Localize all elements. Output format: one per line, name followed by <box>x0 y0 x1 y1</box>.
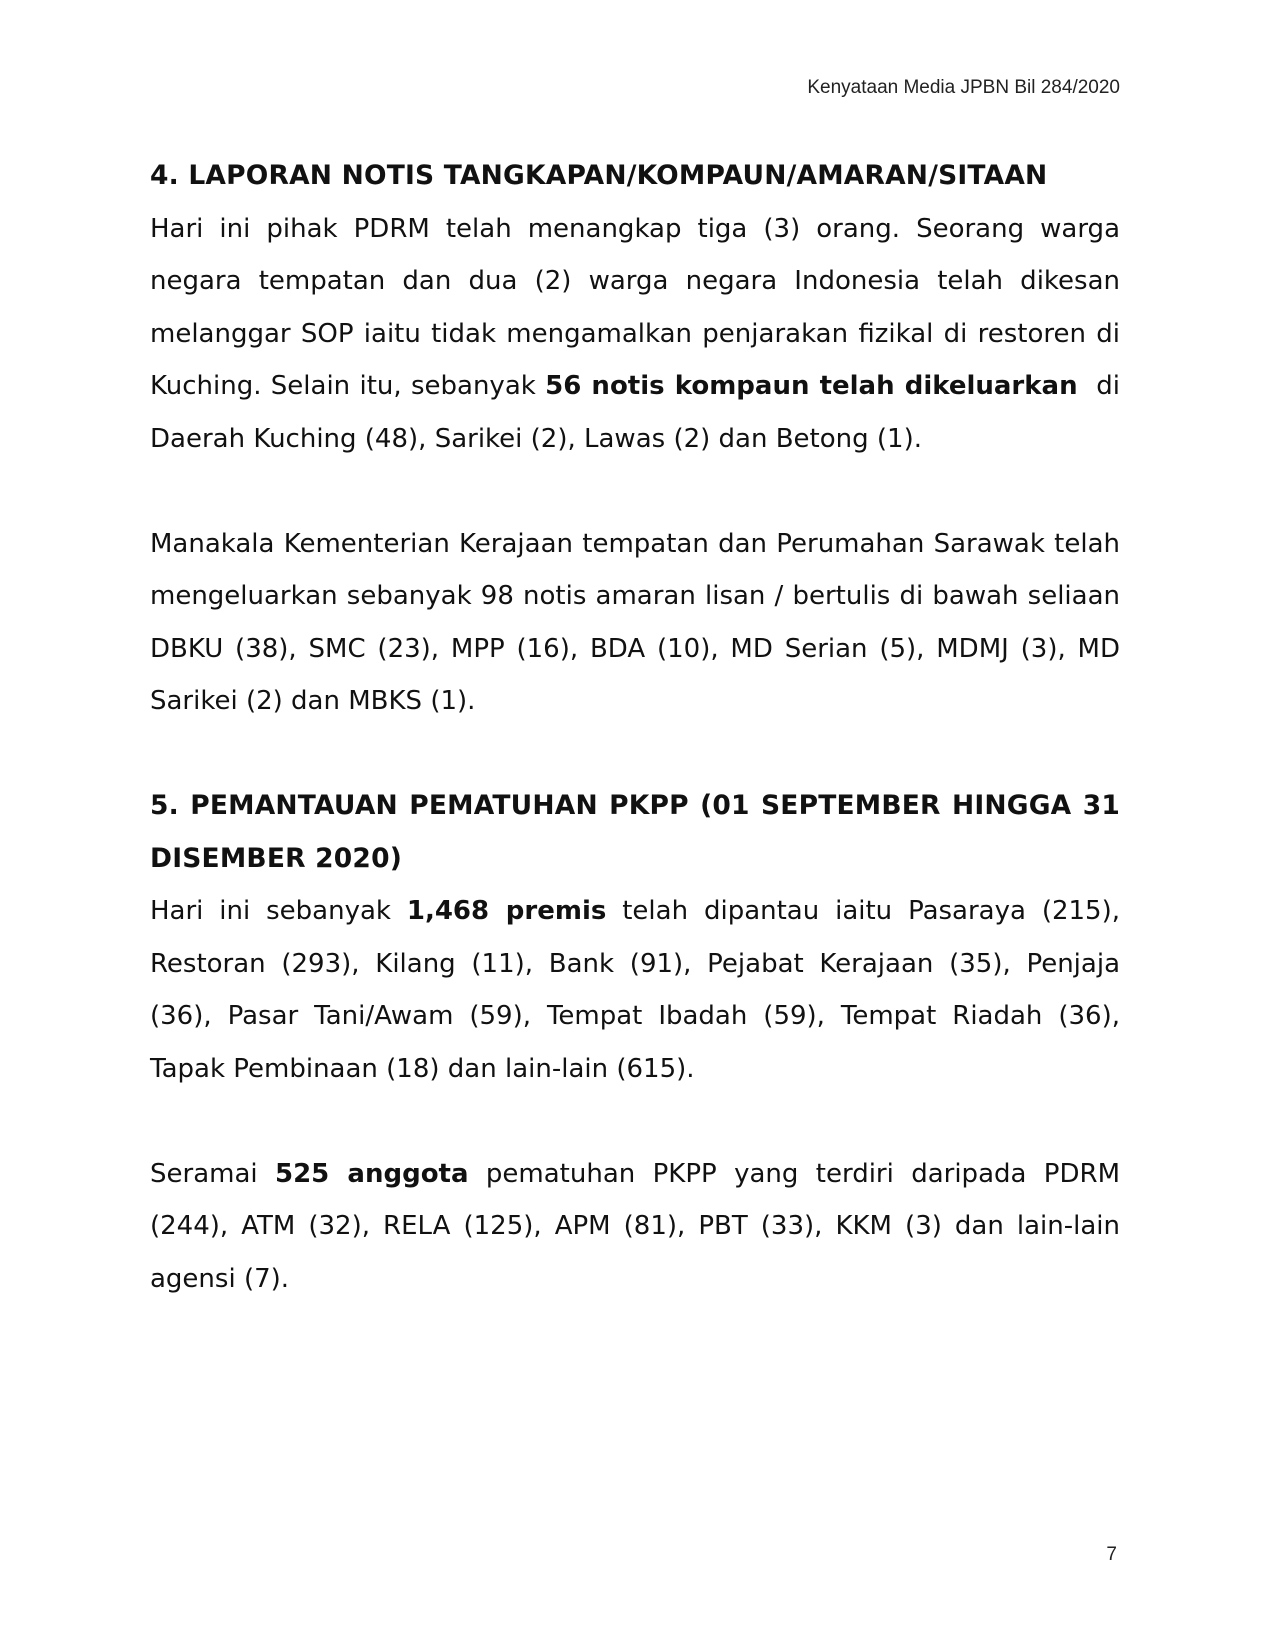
section-5-personnel-highlight: 525 anggota <box>274 1158 469 1189</box>
section-4-paragraph-arrests-text-2: di Daerah Kuching (48), Sarikei (2), Lawas (2) dan Betong (1). <box>150 371 1129 454</box>
section-4-compound-highlight: 56 notis kompaun telah dikeluarkan <box>545 371 1078 401</box>
page-number: 7 <box>1106 1544 1117 1565</box>
section-5-paragraph-personnel-text-2: pematuhan PKPP yang terdiri daripada PDRM (244), ATM (32), RELA (125), APM (81), PBT (33), KKM (3) dan lain-lain agensi (7). <box>150 1158 1121 1294</box>
section-5-paragraph-premises-text-2: telah dipantau iaitu Pasaraya (215), Restoran (293), Kilang (11), Bank (91), Pejabat Kerajaan (35), Penjaja (36), Pasar Tani/Awam (59), Tempat Ibadah (59), Tempat Riadah (36), Tapak Pembinaan (18) dan lain-lain (615). <box>150 896 1121 1084</box>
paragraph-spacer <box>150 465 1120 518</box>
section-4-heading: 4. LAPORAN NOTIS TANGKAPAN/KOMPAUN/AMARAN/SITAAN <box>150 160 1048 191</box>
section-4-paragraph-warnings: Manakala Kementerian Kerajaan tempatan dan Perumahan Sarawak telah mengeluarkan sebanyak 98 notis amaran lisan / bertulis di bawah seliaan DBKU (38), SMC (23), MPP (16), BDA (10), MD Serian (5), MDMJ (3), MD Sarikei (2) dan MBKS (1). <box>150 528 1120 716</box>
section-5-paragraph-personnel-text-1: Seramai <box>150 1158 275 1189</box>
section-4-paragraph-arrests-text-1: Hari ini pihak PDRM telah menangkap tiga (3) orang. Seorang warga negara tempatan dan dua (2) warga negara Indonesia telah dikesan melanggar SOP iaitu tidak mengamalkan penjarakan fizikal di restoren di Kuching. Selain itu, sebanyak <box>150 213 1120 401</box>
section-5-paragraph-premises-text-1: Hari ini sebanyak <box>150 896 407 926</box>
section-5-heading: 5. PEMANTAUAN PEMATUHAN PKPP (01 SEPTEMBER HINGGA 31 DISEMBER 2020) <box>150 790 1120 874</box>
section-5-premises-highlight: 1,468 premis <box>406 896 607 926</box>
section-5-paragraph-personnel <box>150 1148 1120 1306</box>
document-reference: Kenyataan Media JPBN Bil 284/2020 <box>807 77 1120 98</box>
section-4-paragraph-arrests <box>150 203 1129 466</box>
paragraph-spacer <box>150 728 1120 781</box>
paragraph-spacer <box>150 1095 1120 1148</box>
section-5-paragraph-premises <box>150 885 1120 1095</box>
document-body <box>150 150 1129 1305</box>
